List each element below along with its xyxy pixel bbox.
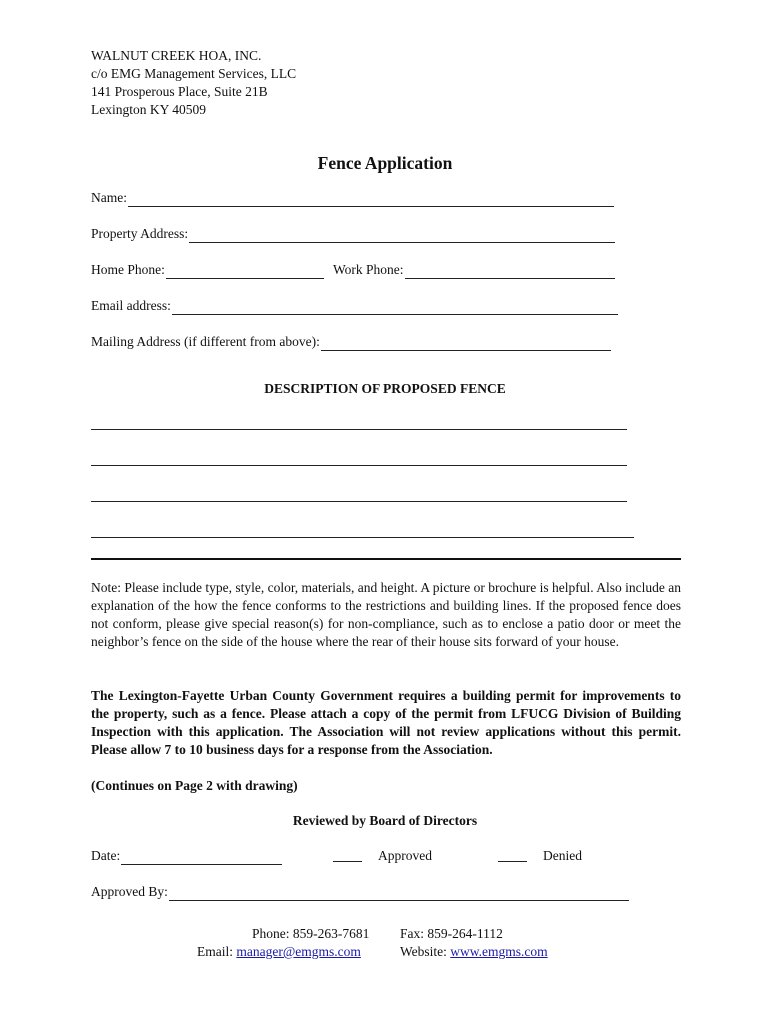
hoa-address-block <box>91 47 296 119</box>
review-date-field[interactable] <box>91 847 282 865</box>
description-line-3[interactable] <box>91 501 627 502</box>
home-phone-field[interactable] <box>91 261 324 279</box>
work-phone-field[interactable] <box>333 261 615 279</box>
home-phone-label: Home Phone: <box>91 262 165 277</box>
address-line-4: Lexington KY 40509 <box>91 102 206 117</box>
review-date-blank[interactable] <box>121 850 282 865</box>
denied-checkbox-line[interactable] <box>498 861 527 862</box>
email-blank[interactable] <box>172 300 618 315</box>
email-label: Email address: <box>91 298 171 313</box>
footer-website-link[interactable]: www.emgms.com <box>450 944 548 959</box>
description-line-4[interactable] <box>91 537 634 538</box>
name-blank[interactable] <box>128 192 614 207</box>
footer-phone: Phone: 859-263-7681 <box>252 926 370 941</box>
address-line-1: WALNUT CREEK HOA, INC. <box>91 48 262 63</box>
review-heading: Reviewed by Board of Directors <box>292 813 478 828</box>
description-line-1[interactable] <box>91 429 627 430</box>
property-address-field[interactable] <box>91 225 615 243</box>
description-line-2[interactable] <box>91 465 627 466</box>
email-field[interactable] <box>91 297 618 315</box>
approved-by-label: Approved By: <box>91 884 168 899</box>
footer-email <box>197 943 361 961</box>
review-date-label: Date: <box>91 848 121 863</box>
description-heading: DESCRIPTION OF PROPOSED FENCE <box>264 381 506 396</box>
approved-checkbox-line[interactable] <box>333 861 362 862</box>
footer-email-label: Email: <box>197 944 237 959</box>
section-divider <box>91 558 681 560</box>
property-address-label: Property Address: <box>91 226 189 241</box>
footer-email-link[interactable]: manager@emgms.com <box>236 944 361 959</box>
name-label: Name: <box>91 190 127 205</box>
approved-label: Approved <box>378 848 432 863</box>
work-phone-label: Work Phone: <box>333 262 404 277</box>
mailing-address-label: Mailing Address (if different from above): <box>91 334 320 349</box>
footer-website-label: Website: <box>400 944 451 959</box>
address-line-3: 141 Prosperous Place, Suite 21B <box>91 84 268 99</box>
footer-website <box>400 943 548 961</box>
note-paragraph: Note: Please include type, style, color, materials, and height. A picture or brochure is helpful. Also include an explanation of the how the fence conforms to the restrictions and building lines. If the proposed fence does not conform, please give special reason(s) for non-compliance, such as to enclose a patio door or meet the neighbor’s fence on the side of the house where the rear of their house sits forward of your house. <box>91 580 681 649</box>
name-field[interactable] <box>91 189 614 207</box>
approved-by-blank[interactable] <box>169 886 629 901</box>
continues-note: (Continues on Page 2 with drawing) <box>91 778 298 793</box>
approved-by-field[interactable] <box>91 883 629 901</box>
mailing-address-field[interactable] <box>91 333 611 351</box>
home-phone-blank[interactable] <box>166 264 324 279</box>
denied-label: Denied <box>543 848 582 863</box>
property-address-blank[interactable] <box>189 228 615 243</box>
page-title: Fence Application <box>317 153 453 173</box>
work-phone-blank[interactable] <box>405 264 615 279</box>
footer-fax: Fax: 859-264-1112 <box>400 926 503 941</box>
permit-notice: The Lexington-Fayette Urban County Government requires a building permit for improvements to the property, such as a fence. Please attach a copy of the permit from LFUCG Division of Building Inspection with this application. The Association will not review applications without this permit. Please allow 7 to 10 business days for a response from the Association. <box>91 688 681 757</box>
mailing-address-blank[interactable] <box>321 336 611 351</box>
address-line-2: c/o EMG Management Services, LLC <box>91 66 297 81</box>
